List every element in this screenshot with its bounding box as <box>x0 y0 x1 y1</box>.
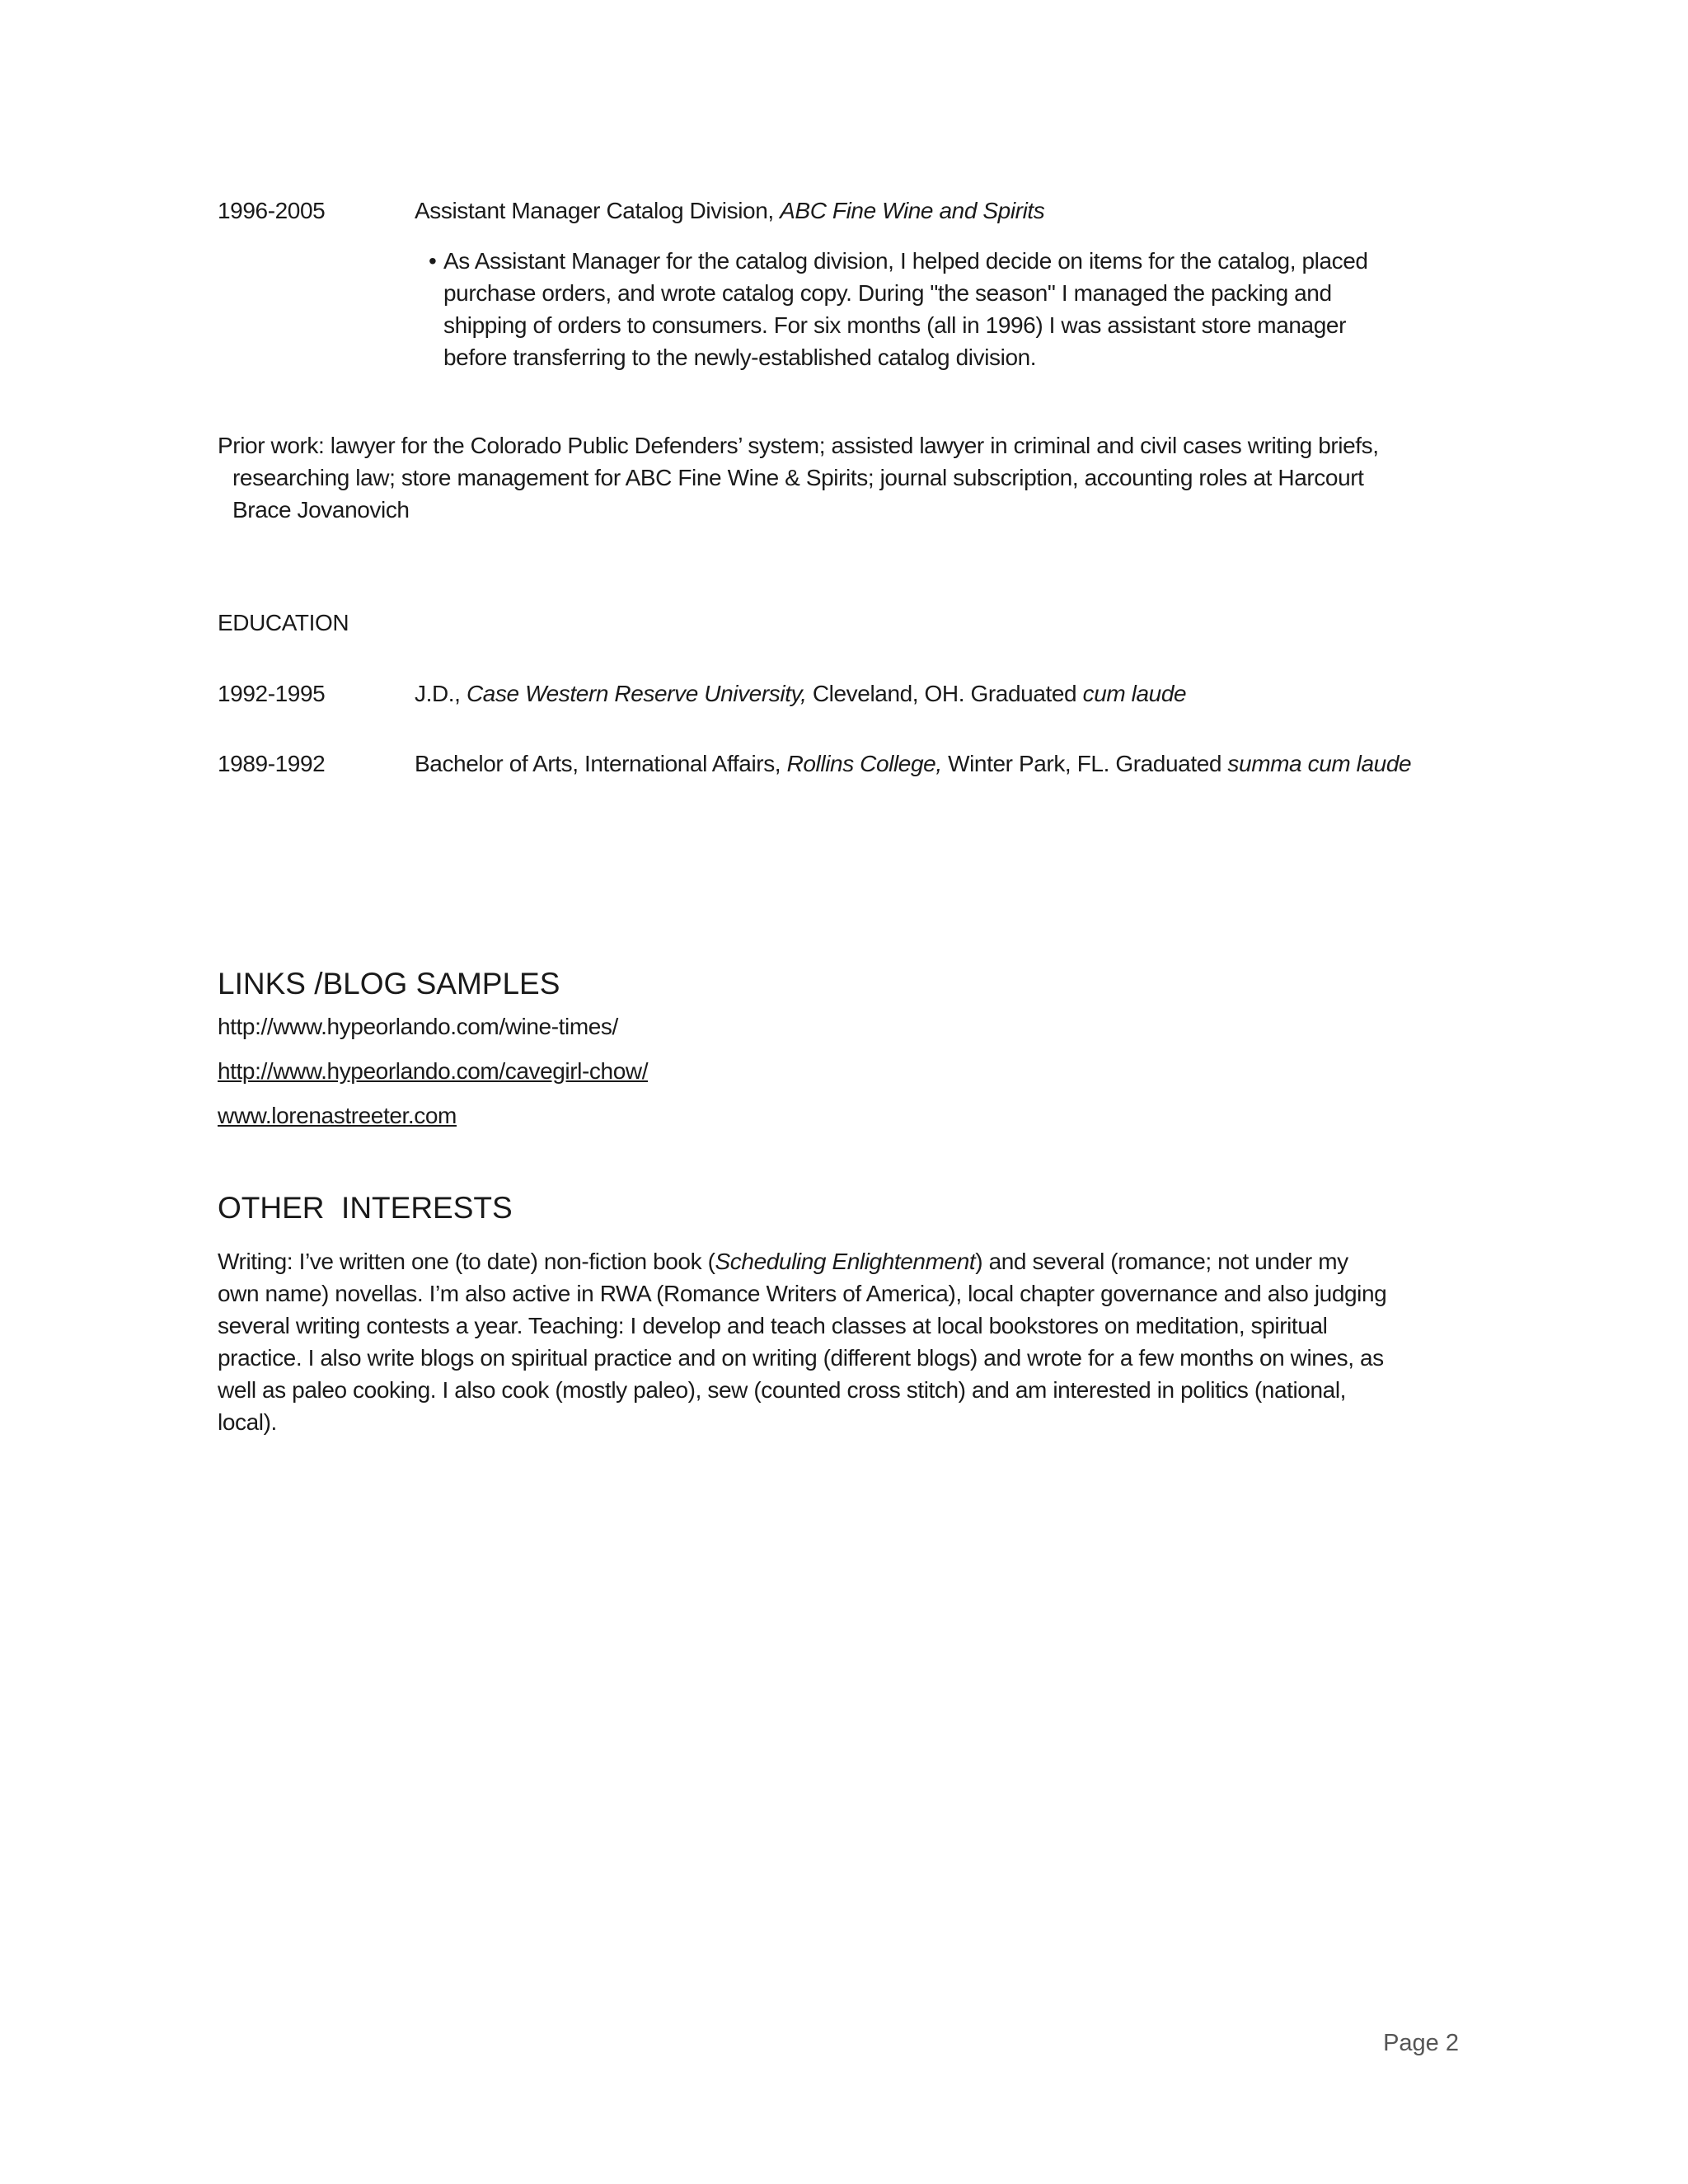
experience-date: 1996-2005 <box>218 198 326 223</box>
education-degree: J.D., <box>415 681 467 706</box>
education-location: Winter Park, FL. Graduated <box>941 751 1228 776</box>
interests-text-after: ) and several (romance; not under my own name) novellas. I’m also active in RWA (Romance Writers of America), local chapter governance and also judging several writing contests a year. Teaching: I develop and teach classes at local bookstores on meditation, spiritual practice. I also write blogs on spiritual practice and on writing (different blogs) and wrote for a few months on wines, as well as paleo cooking. I also cook (mostly paleo), sew (counted cross stitch) and am interested in politics (national, local). <box>218 1249 1387 1435</box>
education-location: Cleveland, OH. Graduated <box>806 681 1083 706</box>
bullet-icon: • <box>429 248 437 274</box>
links-heading: LINKS /BLOG SAMPLES <box>218 967 560 1001</box>
education-entry-2 <box>415 748 1428 780</box>
education-entry-1 <box>415 677 1428 710</box>
experience-employer: ABC Fine Wine and Spirits <box>780 198 1045 223</box>
education-degree: Bachelor of Arts, International Affairs, <box>415 751 787 776</box>
experience-title <box>415 194 1428 227</box>
education-date-1: 1992-1995 <box>218 681 326 706</box>
education-date-2: 1989-1992 <box>218 751 326 776</box>
education-heading: EDUCATION <box>218 610 349 635</box>
interests-text-before: Writing: I’ve written one (to date) non-fiction book ( <box>218 1249 715 1274</box>
interests-paragraph <box>218 1245 1388 1438</box>
page-number: Page 2 <box>1383 2030 1459 2056</box>
experience-role: Assistant Manager Catalog Division, <box>415 198 781 223</box>
education-school: Case Western Reserve University, <box>466 681 807 706</box>
interests-book-title: Scheduling Enlightenment <box>715 1249 976 1274</box>
education-honors: cum laude <box>1082 681 1187 706</box>
education-honors: summa cum laude <box>1227 751 1412 776</box>
experience-description: As Assistant Manager for the catalog division, I helped decide on items for the catalog, placed purchase orders, and wrote catalog copy. During "the season" I managed the packing and shipping of orders to consumers. For six months (all in 1996) I was assistant store manager before transferring to the newly-established catalog division. <box>443 248 1368 370</box>
link-wine-times[interactable]: http://www.hypeorlando.com/wine-times/ <box>218 1014 618 1039</box>
link-cavegirl-chow[interactable]: http://www.hypeorlando.com/cavegirl-chow/ <box>218 1058 649 1084</box>
link-personal-website[interactable]: www.lorenastreeter.com <box>218 1103 457 1128</box>
prior-work-text: Prior work: lawyer for the Colorado Public Defenders’ system; assisted lawyer in criminal and civil cases writing briefs, researching law; store management for ABC Fine Wine & Spirits; journal subscription, accounting roles at Harcourt Brace Jovanovich <box>218 433 1379 523</box>
prior-work <box>218 429 1403 526</box>
interests-heading: OTHER INTERESTS <box>218 1191 513 1225</box>
education-school: Rollins College, <box>786 751 942 776</box>
